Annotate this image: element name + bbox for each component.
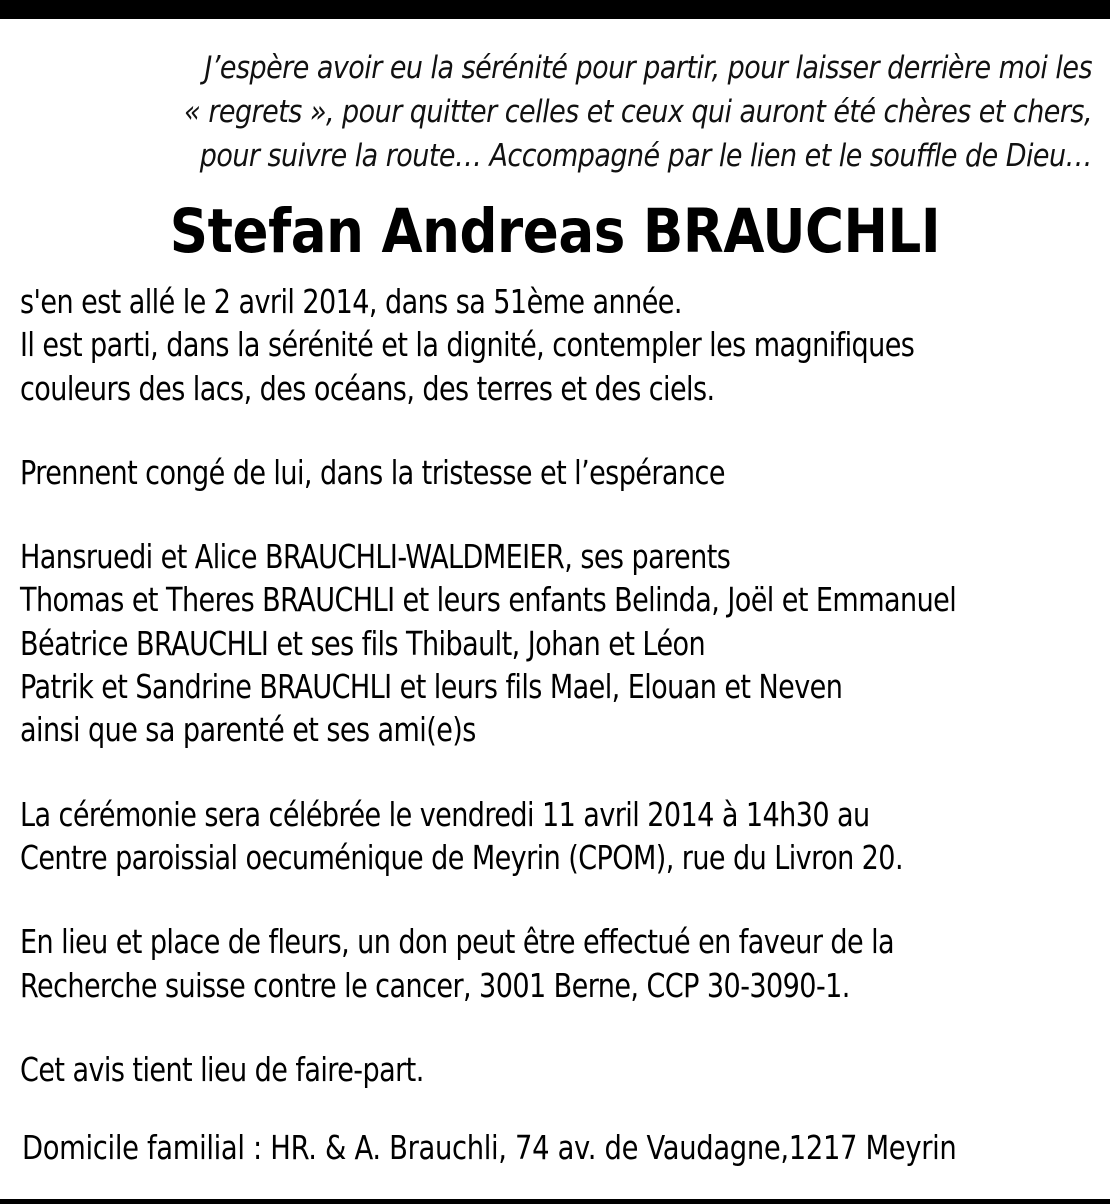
family-member-line: ainsi que sa parenté et ses ami(e)s: [20, 710, 476, 750]
paragraph-gap: [20, 752, 1004, 793]
epigraph-line: « regrets », pour quitter celles et ceux qui auront été chères et chers,: [184, 94, 1093, 130]
farewell-intro: Prennent congé de lui, dans la tristesse et l’espérance: [20, 452, 725, 492]
notice-line: Cet avis tient lieu de faire-part.: [20, 1049, 424, 1089]
announcement-line: couleurs des lacs, des océans, des terres et des ciels.: [20, 368, 715, 408]
announcement-line: Il est parti, dans la sérénité et la dignité, contempler les magnifiques: [20, 325, 915, 365]
paragraph-gap: [20, 494, 1004, 535]
top-border-rule: [0, 0, 1110, 19]
paragraph-gap: [20, 879, 1004, 920]
paragraph-gap: [20, 410, 1004, 451]
obituary-body: [20, 280, 1004, 1091]
announcement-line: s'en est allé le 2 avril 2014, dans sa 51ème année.: [20, 282, 682, 321]
family-member-line: Patrik et Sandrine BRAUCHLI et leurs fils Mael, Elouan et Neven: [20, 667, 843, 707]
bottom-border-rule: [0, 1199, 1110, 1204]
announcement-paragraph: [20, 280, 1004, 410]
ceremony-paragraph: [20, 793, 1004, 880]
epigraph-line: J’espère avoir eu la sérénité pour partir, pour laisser derrière moi les: [204, 50, 1092, 86]
paragraph-gap: [20, 1007, 1004, 1048]
epigraph-line: pour suivre la route… Accompagné par le lien et le souffle de Dieu…: [199, 138, 1092, 174]
ceremony-line: La cérémonie sera célébrée le vendredi 11 avril 2014 à 14h30 au: [20, 794, 870, 834]
family-member-line: Hansruedi et Alice BRAUCHLI-WALDMEIER, ses parents: [20, 537, 731, 577]
epigraph-quote: [159, 46, 1092, 178]
ceremony-line: Centre paroissial oecuménique de Meyrin (CPOM), rue du Livron 20.: [20, 837, 903, 877]
family-list: [20, 535, 1004, 751]
donation-line: En lieu et place de fleurs, un don peut être effectué en faveur de la: [20, 922, 895, 962]
family-member-line: Thomas et Theres BRAUCHLI et leurs enfants Belinda, Joël et Emmanuel: [20, 580, 957, 620]
family-member-line: Béatrice BRAUCHLI et ses fils Thibault, Johan et Léon: [20, 623, 706, 663]
deceased-name: Stefan Andreas BRAUCHLI: [169, 196, 941, 267]
family-domicile-address: Domicile familial : HR. & A. Brauchli, 74 av. de Vaudagne,1217 Meyrin: [22, 1128, 957, 1167]
donation-paragraph: [20, 920, 1004, 1007]
donation-line: Recherche suisse contre le cancer, 3001 Berne, CCP 30-3090-1.: [20, 965, 850, 1005]
